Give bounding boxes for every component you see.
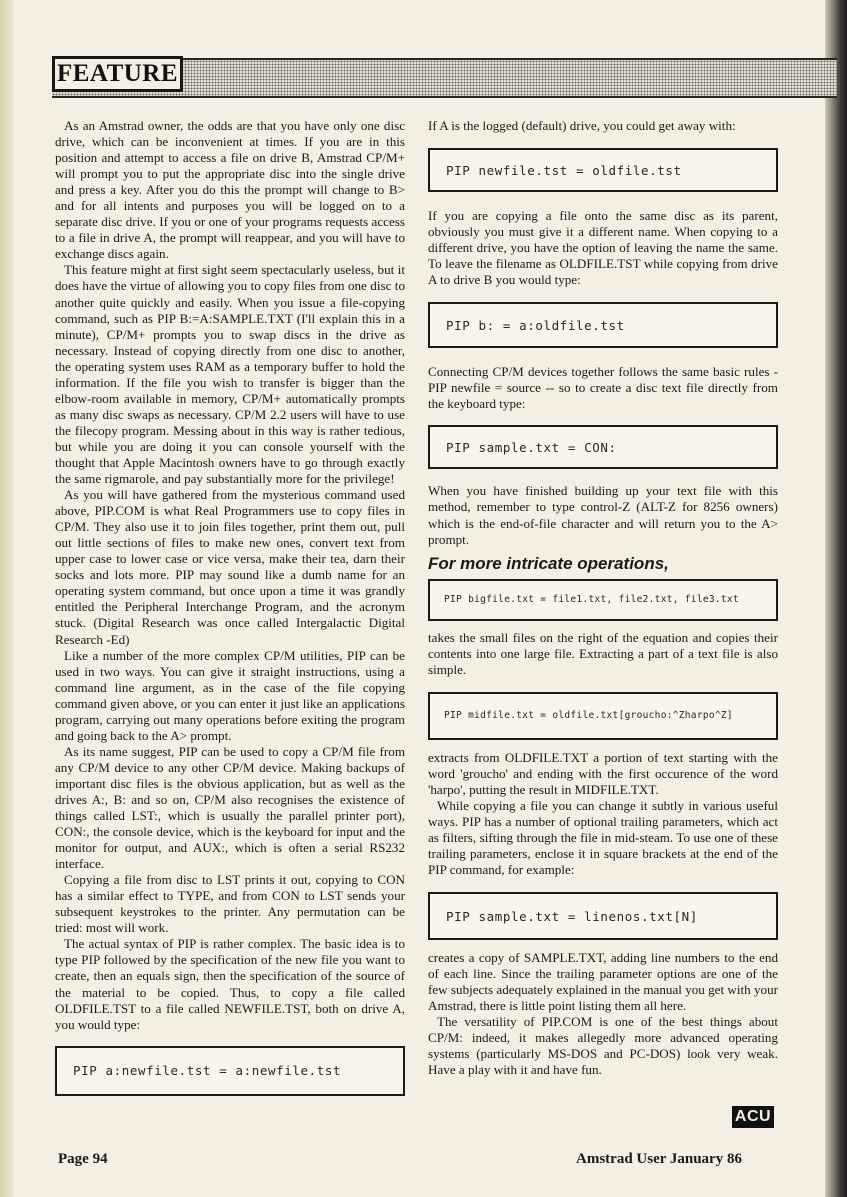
paragraph: creates a copy of SAMPLE.TXT, adding line numbers to the end of each line. Since the trailing parameter options are one of the few subjects adequately explained in the manual you get with your Amstrad, there is little point listing them all here. [428, 950, 778, 1014]
paragraph: This feature might at first sight seem spectacularly useless, but it does have the virtue of allowing you to copy files from one disc to another quite quickly and easily. When you issue a file-copying command, such as PIP B:=A:SAMPLE.TXT (I'll explain this in a minute), CP/M+ prompts you to swap discs in the drive as necessary. Instead of copying directly from one disc to another, the operating system uses RAM as a temporary buffer to hold the information. If the file you wish to transfer is bigger than the elbow-room available in memory, CP/M+ automatically prompts as many disc swaps as necessary. CP/M 2.2 users will have to use the filecopy program. Messing about in this way is rather tedious, but while you are doing it you can console yourself with the thought that Apple Macintosh owners have to go through exactly the same rigmarole, and pay substantially more for the privilege! [55, 262, 405, 487]
paragraph: As an Amstrad owner, the odds are that you have only one disc drive, which can be inconvenient at times. If you are in this position and attempt to access a file on drive B, Amstrad CP/M+ will prompt you to put the appropriate disc into the single drive and press a key. After you do this the prompt will change to B> and for all intents and purposes you will be logged on to a separate disc drive. If you or one of your programs requests access to a file in drive A, the prompt will reappear, and you will have to exchange discs again. [55, 118, 405, 262]
code-box: PIP sample.txt = linenos.txt[N] [428, 892, 778, 940]
page-number: Page 94 [58, 1151, 108, 1167]
paragraph: As its name suggest, PIP can be used to copy a CP/M file from any CP/M device to any other CP/M device. Making backups of important disc files is the obvious application, but as well as the drives A:, B: and so on, CP/M also recognises the existence of things called LST:, which is usually the parallel printer port), CON:, the console device, which is the keyboard for input and the monitor for output, and AUX:, which is often a serial RS232 interface. [55, 743, 405, 872]
paragraph: When you have finished building up your text file with this method, remember to type control-Z (ALT-Z for 8256 owners) which is the end-of-file character and will return you to the A> prompt. [428, 483, 778, 547]
page-binding-edge [0, 0, 14, 1197]
left-column [55, 118, 405, 1096]
paragraph: The actual syntax of PIP is rather complex. The basic idea is to type PIP followed by the specification of the new file you want to create, then an equals sign, then the specification of the source of the material to be copied. Thus, to copy a file called OLDFILE.TST to a file called NEWFILE.TST, both on drive A, you would type: [55, 936, 405, 1032]
code-box: PIP a:newfile.tst = a:newfile.tst [55, 1046, 405, 1096]
code-box: PIP midfile.txt = oldfile.txt[groucho:^Zharpo^Z] [428, 692, 778, 740]
paragraph: As you will have gathered from the mysterious command used above, PIP.COM is what Real Programmers use to copy files in CP/M. They also use it to join files together, print them out, pull out little sections of files to make new ones, convert text from upper case to lower case or vice versa, make their tea, darn their socks and lots more. PIP may sound like a dumb name for an operating system command, but once upon a time it was grandly entitled the Peripheral Interchange Program, and the acronym stuck. (Digital Research was once called Intergalactic Digital Research -Ed) [55, 487, 405, 647]
paragraph: Like a number of the more complex CP/M utilities, PIP can be used in two ways. You can give it straight instructions, using a command line argument, as in the case of the file copying command given above, or you can enter it just like an applications program, carrying out many operations before exiting the program and going back to the A> prompt. [55, 647, 405, 743]
page-shadow-edge [825, 0, 847, 1197]
section-label-box [52, 56, 183, 92]
section-label: FEATURE [56, 60, 179, 87]
paragraph: takes the small files on the right of the equation and copies their contents into one large file. Extracting a part of a text file is also simple. [428, 629, 778, 677]
code-box: PIP b: = a:oldfile.tst [428, 302, 778, 348]
paragraph: If you are copying a file onto the same disc as its parent, obviously you must give it a different name. When copying to a different drive, you have the option of leaving the name the same. To leave the filename as OLDFILE.TST while copying from drive A to drive B you would type: [428, 208, 778, 288]
paragraph: Copying a file from disc to LST prints it out, copying to CON has a similar effect to TYPE, and from CON to LST sends your subsequent keystrokes to the printer. Any permutation can be tried: most will work. [55, 872, 405, 936]
end-badge: ACU [732, 1106, 774, 1128]
paragraph: The versatility of PIP.COM is one of the best things about CP/M: indeed, it makes allegedly more advanced operating systems (particularly MS-DOS and PC-DOS) look very weak. Have a play with it and have fun. [428, 1014, 778, 1078]
subheading: For more intricate operations, [428, 553, 669, 573]
code-box: PIP sample.txt = CON: [428, 425, 778, 469]
magazine-issue: Amstrad User January 86 [576, 1151, 742, 1167]
paragraph: While copying a file you can change it subtly in various useful ways. PIP has a number of optional trailing parameters, which act as filters, sifting through the file in mid-steam. To use one of these trailing parameters, enclose it in square brackets at the end of the PIP command, for example: [428, 797, 778, 878]
paragraph: Connecting CP/M devices together follows the same basic rules - PIP newfile = source -- so to create a disc text file directly from the keyboard type: [428, 364, 778, 412]
paragraph: If A is the logged (default) drive, you could get away with: [428, 118, 736, 133]
right-column [428, 118, 778, 1079]
paragraph: extracts from OLDFILE.TXT a portion of text starting with the word 'groucho' and ending with the first occurence of the word 'harpo', putting the result in MIDFILE.TXT. [428, 749, 778, 797]
code-box: PIP bigfile.txt = file1.txt, file2.txt, file3.txt [428, 579, 778, 621]
code-box: PIP newfile.tst = oldfile.tst [428, 148, 778, 192]
